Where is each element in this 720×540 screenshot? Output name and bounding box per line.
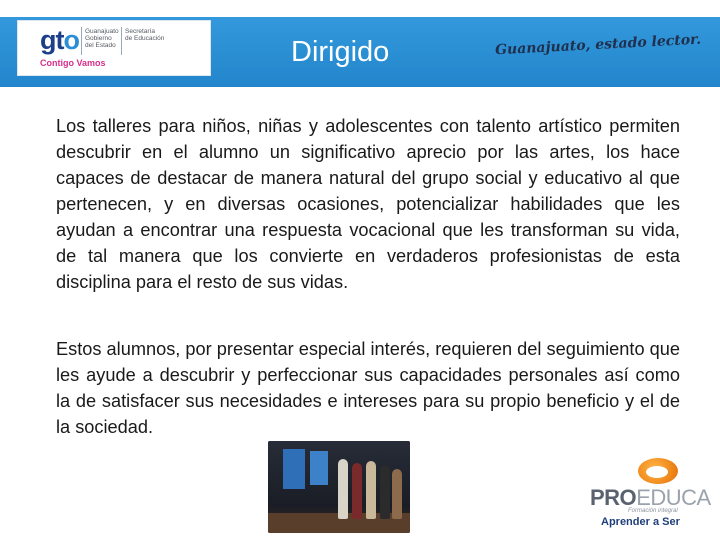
slogan: Guanajuato, estado lector.: [494, 31, 702, 59]
body-paragraph-2: Estos alumnos, por presentar especial interés, requieren del seguimiento que les ayude a descubrir y perfeccionar sus capacidades personales así como la de satisfacer sus necesidades e intereses para su propio beneficio y el de la sociedad.: [56, 339, 680, 437]
page-title: Dirigido: [291, 36, 390, 68]
logo-divider: [81, 27, 82, 55]
profeduca-tagline: Aprender a Ser: [601, 516, 680, 528]
profeduca-wordmark: PROEDUCA: [590, 485, 711, 510]
profeduca-logo: [588, 458, 718, 534]
logo-dept-text: Secretaría de Educación: [125, 28, 165, 42]
logo-state-text: Guanajuato Gobierno del Estado: [85, 28, 119, 49]
profeduca-subtitle: Formación integral: [628, 508, 678, 514]
gto-government-logo: [17, 20, 211, 76]
dancers-photo: [268, 441, 410, 533]
gto-logo-mark: gto: [40, 25, 79, 55]
logo-tagline: Contigo Vamos: [40, 58, 106, 68]
body-paragraph-1: Los talleres para niños, niñas y adolescentes con talento artístico permiten descubrir en el alumno un significativo aprecio por las artes, los hace capaces de destacar de manera natural del grupo social y educativo al que pertenecen, y en diversas ocasiones, potencializar habilidades que les ayudan a encontrar una respuesta vocacional que les transforman su vida, de tal manera que los convierte en verdaderos profesionistas de esta disciplina para el resto de sus vidas.: [56, 116, 680, 292]
logo-divider: [121, 27, 122, 55]
